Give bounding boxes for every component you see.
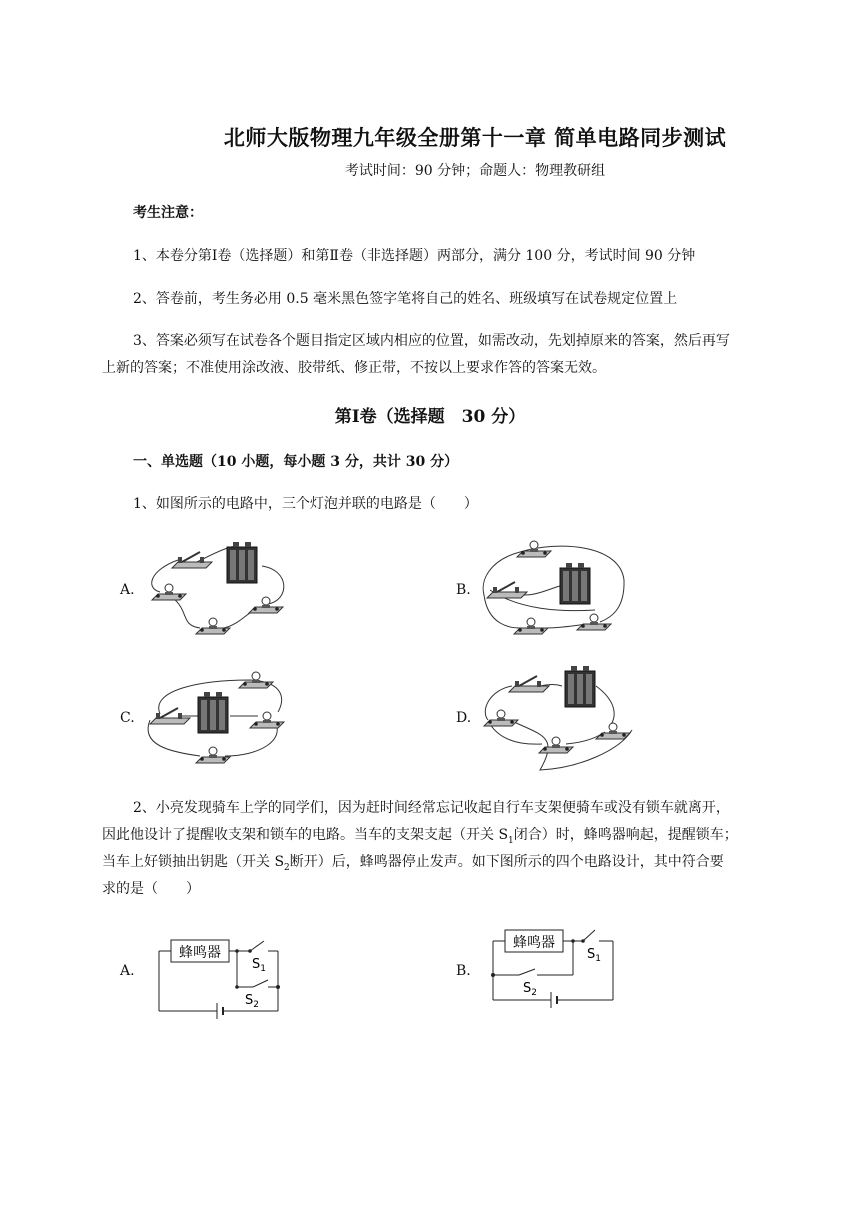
part-heading: 一、单选题（10 小题，每小题 3 分，共计 30 分） [133, 454, 459, 470]
q2-circuit-b [485, 922, 625, 1012]
notice-item-1: 1、本卷分第Ⅰ卷（选择题）和第Ⅱ卷（非选择题）两部分，满分 100 分，考试时间 90 分钟 [133, 248, 696, 264]
section-title: 第Ⅰ卷（选择题 30 分） [334, 407, 526, 427]
q1-circuit-b [483, 541, 624, 634]
q1-circuit-d [484, 666, 632, 770]
switch-s2-blade [519, 969, 535, 975]
q1-circuit-c [148, 672, 284, 763]
question-2-line-3: 当车上好锁抽出钥匙（开关 $S_2$断开）后，蜂鸣器停止发声。如下图所示的四个电路设计，其中符合要 [102, 854, 724, 873]
buzzer-label: 蜂鸣器 [179, 945, 221, 961]
q1-circuit-a [152, 542, 284, 634]
q2-option-a-label: A. [120, 963, 135, 979]
question-2-line-1: 2、小亮发现骑车上学的同学们，因为赶时间经常忘记收起自行车支架便骑车或没有锁车就离开， [133, 800, 730, 816]
notice-item-3: 3、答案必须写在试卷各个题目指定区域内相应的位置，如需改动，先划掉原来的答案，然后再写 [133, 333, 730, 349]
buzzer-label: 蜂鸣器 [513, 935, 555, 951]
q1-option-d-label: D. [456, 710, 472, 726]
q2-option-b-label: B. [456, 963, 471, 979]
q1-option-c-label: C. [120, 710, 135, 726]
switch-s1-blade [250, 941, 264, 951]
switch-s1-blade [583, 930, 595, 941]
q2-circuit-a [150, 930, 300, 1020]
page-title: 北师大版物理九年级全册第十一章 简单电路同步测试 [223, 125, 727, 150]
question-2-line-2: 因此他设计了提醒收支架和锁车的电路。当车的支架支起（开关 $S_1$闭合）时，蜂鸣器响起，提醒锁车； [102, 827, 738, 846]
switch-s2-label: $S_2$ [245, 993, 259, 1010]
question-2-line-4: 求的是（ ） [102, 881, 200, 897]
exam-info: 考试时间：90 分钟；命题人：物理教研组 [344, 163, 606, 179]
q1-option-a-label: A. [120, 582, 135, 598]
question-1-text: 1、如图所示的电路中，三个灯泡并联的电路是（ ） [133, 496, 478, 512]
q1-option-b-label: B. [456, 582, 471, 598]
switch-s1-label: $S_1$ [252, 957, 266, 974]
notice-item-2: 2、答卷前，考生务必用 0.5 毫米黑色签字笔将自己的姓名、班级填写在试卷规定位置上 [133, 291, 678, 307]
switch-s2-label: $S_2$ [523, 981, 537, 998]
notice-heading: 考生注意： [133, 205, 203, 221]
notice-item-3-cont: 上新的答案；不准使用涂改液、胶带纸、修正带，不按以上要求作答的答案无效。 [102, 360, 606, 376]
switch-s1-label: $S_1$ [587, 947, 601, 964]
switch-s2-blade [253, 980, 268, 987]
